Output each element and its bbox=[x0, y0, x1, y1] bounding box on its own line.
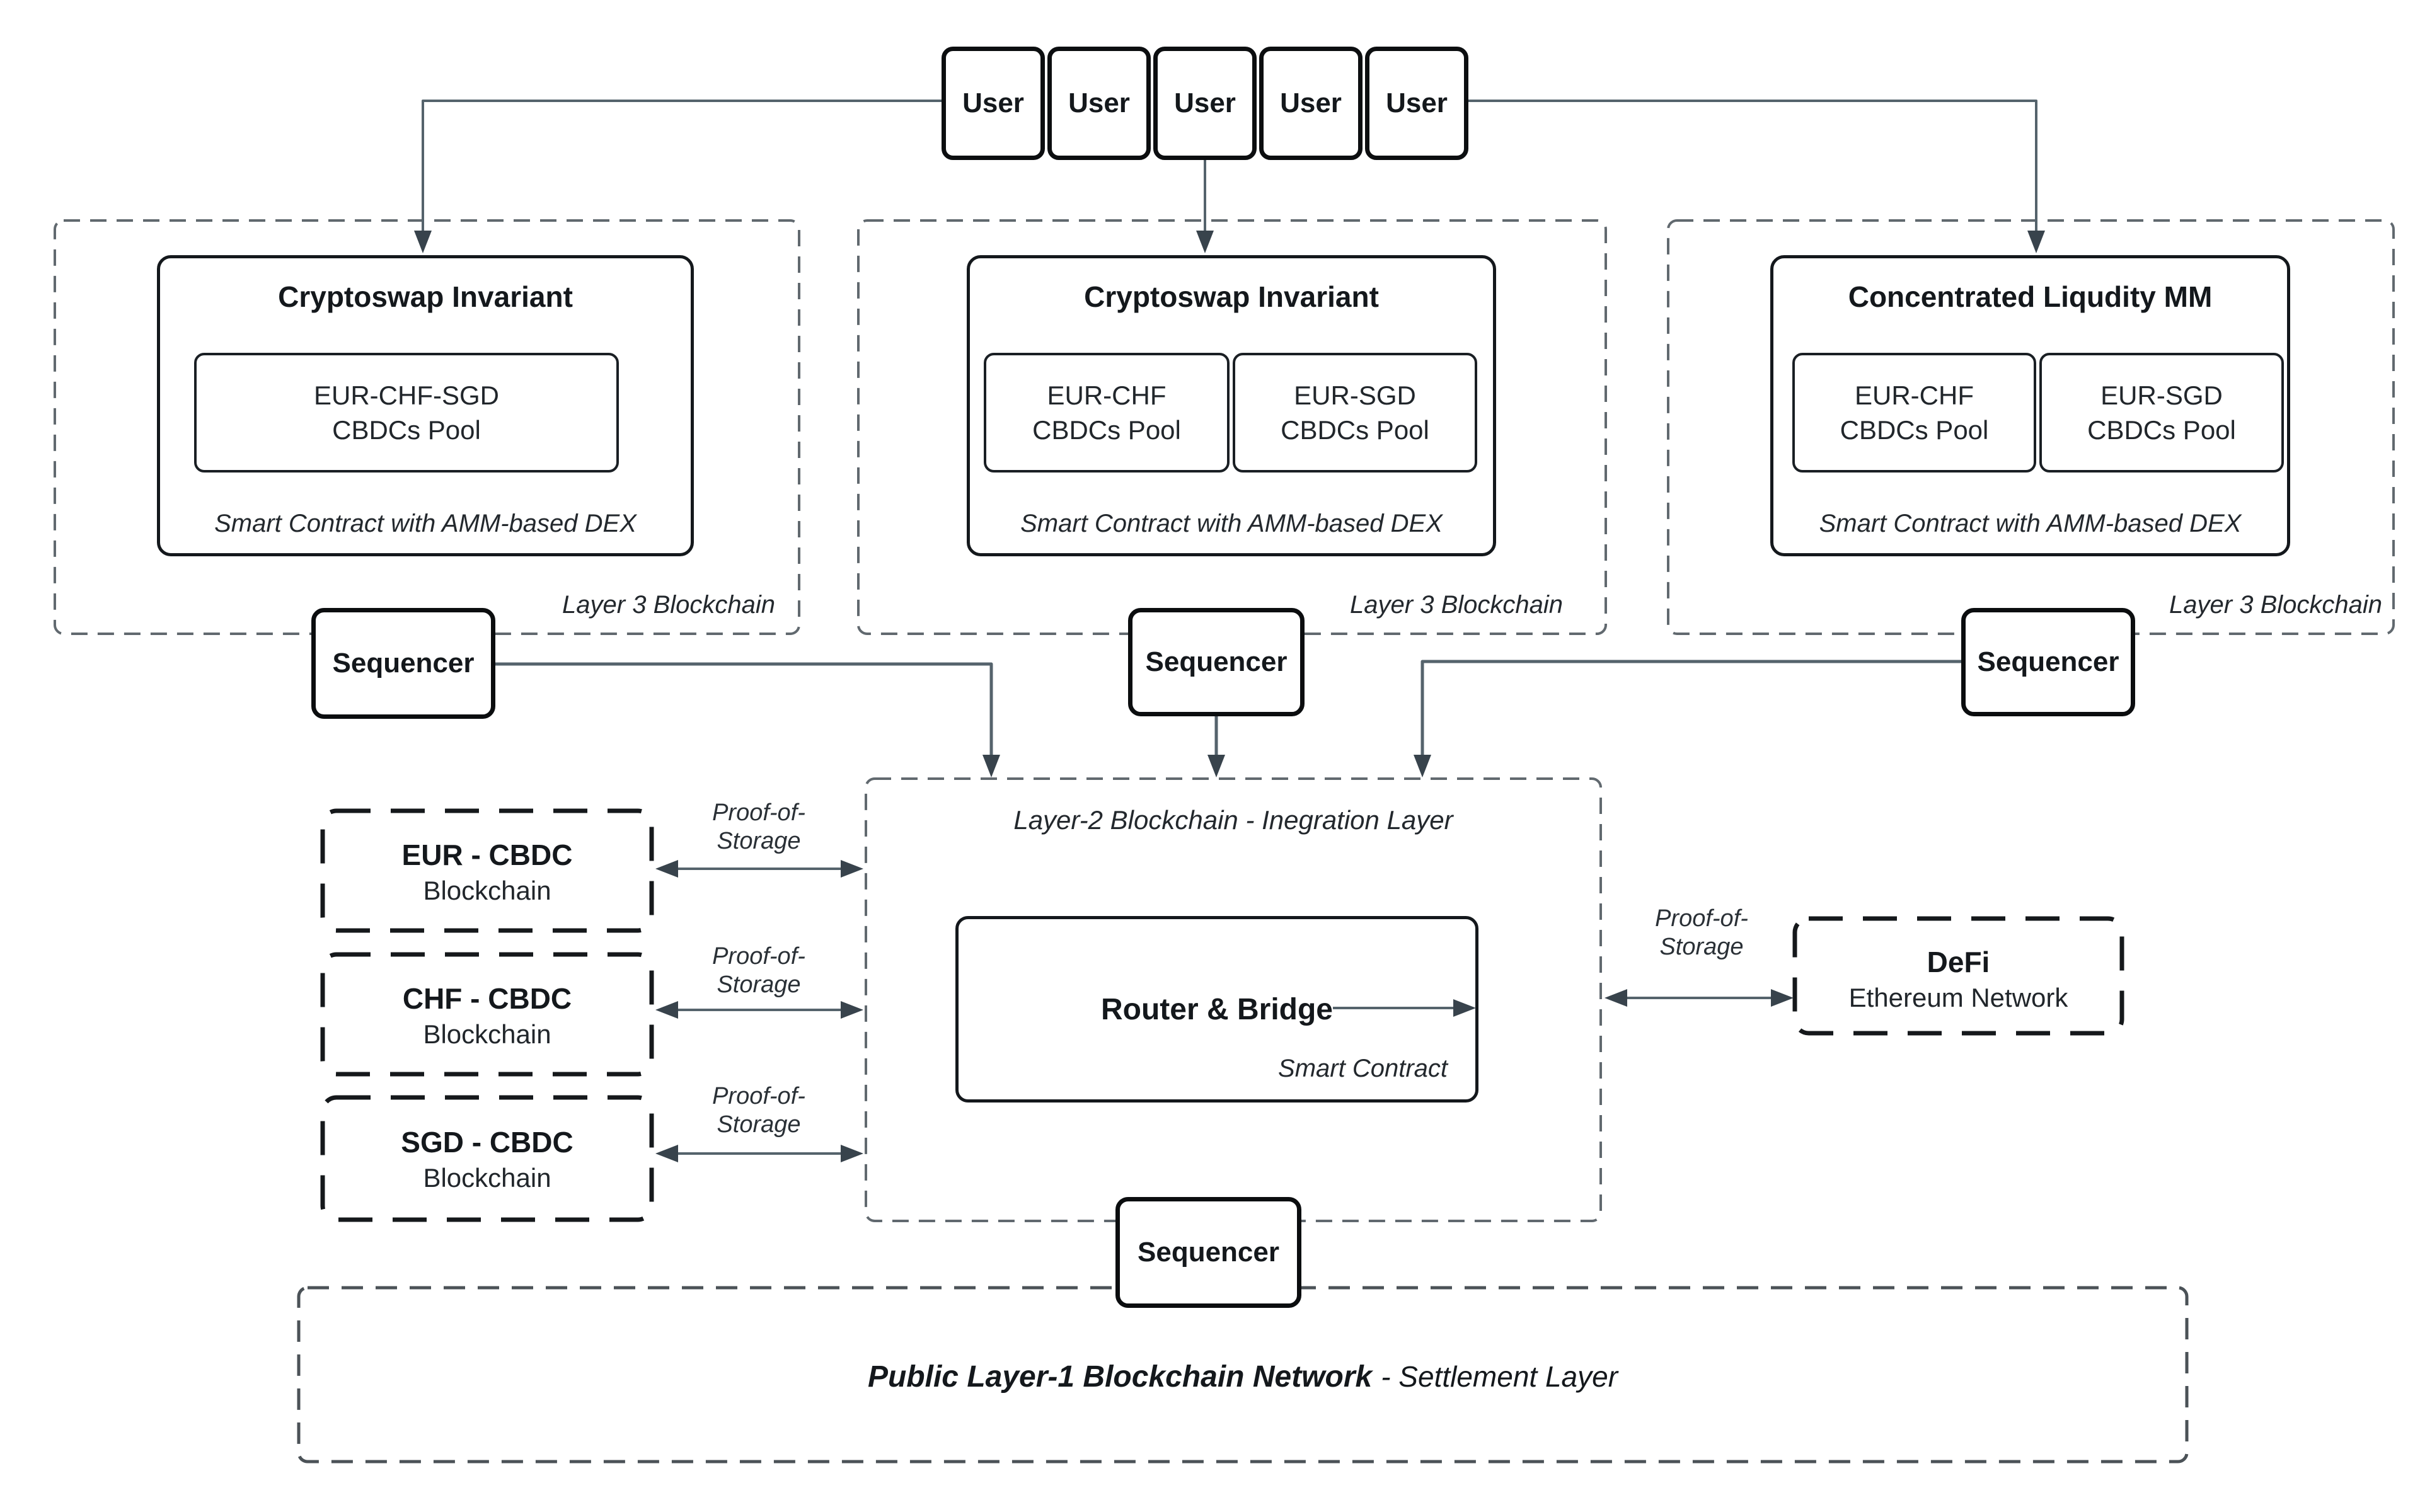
pos-eur-left-head bbox=[655, 860, 678, 878]
pool-line2: CBDCs Pool bbox=[1840, 415, 1989, 445]
arrowhead-seq-middle bbox=[1207, 755, 1225, 777]
pool-line1: EUR-CHF bbox=[1047, 380, 1167, 410]
defi-label bbox=[1795, 945, 2122, 1013]
user-box-3 bbox=[1153, 47, 1257, 160]
pos-line1: Proof-of- bbox=[712, 1083, 805, 1109]
pos-line2: Storage bbox=[717, 1111, 801, 1138]
eur-cbdc-label bbox=[323, 838, 652, 906]
arrowhead-seq-left bbox=[982, 755, 1000, 777]
arrowhead-down-right bbox=[2027, 231, 2045, 253]
pos-line1: Proof-of- bbox=[712, 943, 805, 970]
layer1-label bbox=[299, 1360, 2187, 1394]
user-label: User bbox=[1280, 88, 1342, 118]
sequencer-connector-arrowheads bbox=[982, 755, 1431, 777]
pool-line2: CBDCs Pool bbox=[2087, 415, 2236, 445]
pos-line2: Storage bbox=[717, 971, 801, 998]
pool-line1: EUR-CHF-SGD bbox=[314, 380, 499, 410]
pos-label-eur bbox=[664, 799, 853, 856]
chf-cbdc-line1: CHF - CBDC bbox=[402, 982, 572, 1015]
pos-line2: Storage bbox=[1659, 933, 1744, 960]
user-label: User bbox=[1174, 88, 1236, 118]
pos-chf-left-head bbox=[655, 1001, 678, 1019]
arrowhead-down-left bbox=[414, 231, 432, 253]
user-label: User bbox=[1068, 88, 1130, 118]
connector-users-left bbox=[423, 101, 942, 247]
pos-eur-right-head bbox=[841, 860, 863, 878]
defi-line2: Ethereum Network bbox=[1848, 983, 2068, 1012]
cryptoswap-middle-title: Cryptoswap Invariant bbox=[1084, 280, 1379, 313]
pos-chf-right-head bbox=[841, 1001, 863, 1019]
connector-seq-right bbox=[1422, 662, 1961, 771]
user-box-1 bbox=[942, 47, 1045, 160]
pos-defi-left-head bbox=[1605, 989, 1627, 1007]
sgd-cbdc-line1: SGD - CBDC bbox=[401, 1126, 573, 1159]
router-bridge-title: Router & Bridge bbox=[1100, 992, 1333, 1026]
sequencer-right bbox=[1961, 608, 2135, 716]
layer3-right-label: Layer 3 Blockchain bbox=[2169, 591, 2382, 619]
pool-line2: CBDCs Pool bbox=[332, 415, 481, 445]
connector-users-right bbox=[1468, 101, 2036, 247]
layer2-label: Layer-2 Blockchain - Inegration Layer bbox=[1013, 805, 1453, 835]
pool-eur-chf-sgd bbox=[194, 353, 619, 472]
arrowhead-seq-right bbox=[1414, 755, 1431, 777]
sgd-cbdc-line2: Blockchain bbox=[423, 1163, 551, 1193]
clmm-title: Concentrated Liqudity MM bbox=[1848, 280, 2213, 313]
layer1-title-rest: - Settlement Layer bbox=[1381, 1360, 1618, 1393]
pos-label-sgd bbox=[664, 1082, 853, 1139]
pool-line2: CBDCs Pool bbox=[1032, 415, 1181, 445]
cryptoswap-left-note: Smart Contract with AMM-based DEX bbox=[214, 510, 637, 537]
user-label: User bbox=[962, 88, 1024, 118]
user-box-2 bbox=[1047, 47, 1151, 160]
sequencer-label: Sequencer bbox=[1145, 646, 1288, 677]
pool-line1: EUR-CHF bbox=[1855, 380, 1974, 410]
eur-cbdc-line1: EUR - CBDC bbox=[401, 839, 573, 871]
pos-sgd-right-head bbox=[841, 1145, 863, 1162]
pool-line1: EUR-SGD bbox=[2100, 380, 2223, 410]
sgd-cbdc-label bbox=[323, 1125, 652, 1193]
user-connector-arrowheads bbox=[414, 231, 2045, 253]
pos-line1: Proof-of- bbox=[712, 799, 805, 826]
eur-cbdc-line2: Blockchain bbox=[423, 876, 551, 905]
layer1-title-bold: Public Layer-1 Blockchain Network bbox=[867, 1360, 1373, 1394]
sequencer-label: Sequencer bbox=[1138, 1237, 1279, 1268]
sequencer-middle bbox=[1128, 608, 1305, 716]
sequencer-label: Sequencer bbox=[332, 648, 475, 679]
pos-defi-right-head bbox=[1771, 989, 1794, 1007]
connector-seq-left bbox=[495, 664, 991, 771]
pos-label-defi bbox=[1607, 905, 1796, 961]
sequencer-bottom bbox=[1115, 1197, 1301, 1308]
user-box-4 bbox=[1259, 47, 1363, 160]
pos-line2: Storage bbox=[717, 827, 801, 854]
sequencer-label: Sequencer bbox=[1977, 646, 2119, 677]
pool-line1: EUR-SGD bbox=[1294, 380, 1416, 410]
cryptoswap-left-title: Cryptoswap Invariant bbox=[278, 280, 573, 313]
pool-mid-eur-chf bbox=[984, 353, 1230, 472]
pos-label-chf bbox=[664, 942, 853, 999]
pool-line2: CBDCs Pool bbox=[1281, 415, 1429, 445]
arrowhead-down-middle bbox=[1196, 231, 1214, 253]
sequencer-left bbox=[311, 608, 495, 719]
cryptoswap-middle-note: Smart Contract with AMM-based DEX bbox=[1020, 510, 1443, 537]
router-smart-contract-note: Smart Contract bbox=[1278, 1055, 1448, 1082]
chf-cbdc-label bbox=[323, 982, 652, 1050]
chf-cbdc-line2: Blockchain bbox=[423, 1019, 551, 1049]
defi-line1: DeFi bbox=[1927, 946, 1990, 978]
router-bridge-box bbox=[955, 916, 1478, 1102]
clmm-note: Smart Contract with AMM-based DEX bbox=[1819, 510, 2242, 537]
layer3-left-label: Layer 3 Blockchain bbox=[562, 591, 775, 619]
user-box-5 bbox=[1365, 47, 1468, 160]
user-label: User bbox=[1386, 88, 1448, 118]
pool-right-eur-chf bbox=[1792, 353, 2036, 472]
pool-right-eur-sgd bbox=[2039, 353, 2284, 472]
pos-sgd-left-head bbox=[655, 1145, 678, 1162]
layer3-middle-label: Layer 3 Blockchain bbox=[1350, 591, 1563, 619]
pool-mid-eur-sgd bbox=[1233, 353, 1477, 472]
pos-line1: Proof-of- bbox=[1655, 905, 1748, 932]
